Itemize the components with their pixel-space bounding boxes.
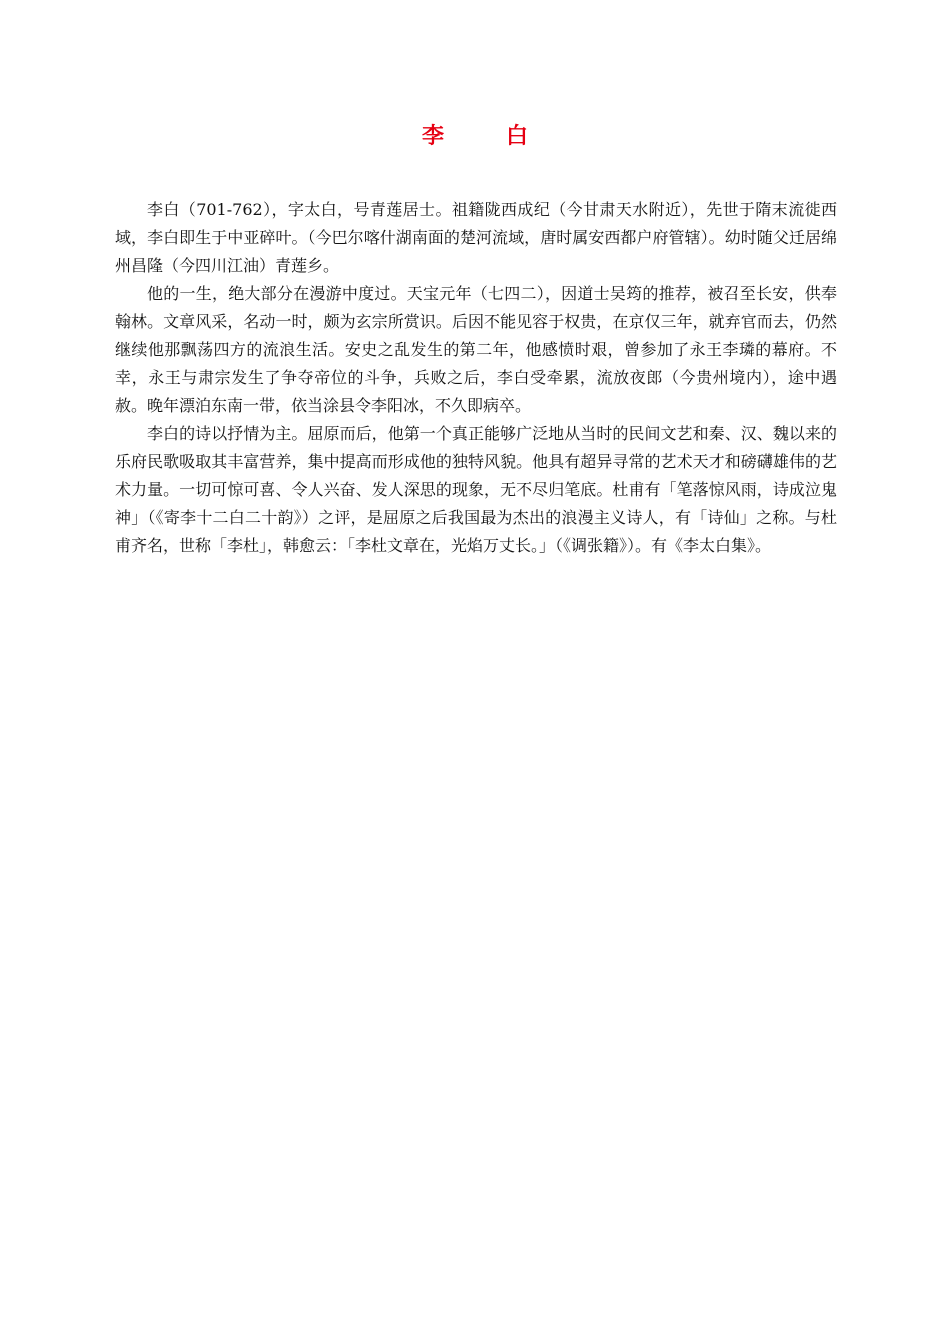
paragraph-poetry: 李白的诗以抒情为主。屈原而后，他第一个真正能够广泛地从当时的民间文艺和秦、汉、魏以来的乐府民歌吸取其丰富营养，集中提高而形成他的独特风貌。他具有超异寻常的艺术天才和磅礴雄伟的艺术力量。一切可惊可喜、令人兴奋、发人深思的现象，无不尽归笔底。杜甫有「笔落惊风雨，诗成泣鬼神」（《寄李十二白二十韵》）之评，是屈原之后我国最为杰出的浪漫主义诗人，有「诗仙」之称。与杜甫齐名，世称「李杜」，韩愈云：「李杜文章在，光焰万丈长。」（《调张籍》）。有《李太白集》。 [115, 424, 837, 555]
body-text [115, 196, 837, 560]
page-title: 李 白 [421, 124, 548, 149]
paragraph-biography: 李白（701-762），字太白，号青莲居士。祖籍陇西成纪（今甘肃天水附近），先世于隋末流徙西域，李白即生于中亚碎叶。（今巴尔喀什湖南面的楚河流域，唐时属安西都户府管辖）。幼时随父迁居绵州昌隆（今四川江油）青莲乡。 [115, 200, 837, 275]
paragraph-life: 他的一生，绝大部分在漫游中度过。天宝元年（七四二），因道士吴筠的推荐，被召至长安，供奉翰林。文章风采，名动一时，颇为玄宗所赏识。后因不能见容于权贵，在京仅三年，就弃官而去，仍然继续他那飘荡四方的流浪生活。安史之乱发生的第二年，他感愤时艰，曾参加了永王李璘的幕府。不幸，永王与肃宗发生了争夺帝位的斗争，兵败之后，李白受牵累，流放夜郎（今贵州境内），途中遇赦。晚年漂泊东南一带，依当涂县令李阳冰，不久即病卒。 [115, 284, 837, 415]
